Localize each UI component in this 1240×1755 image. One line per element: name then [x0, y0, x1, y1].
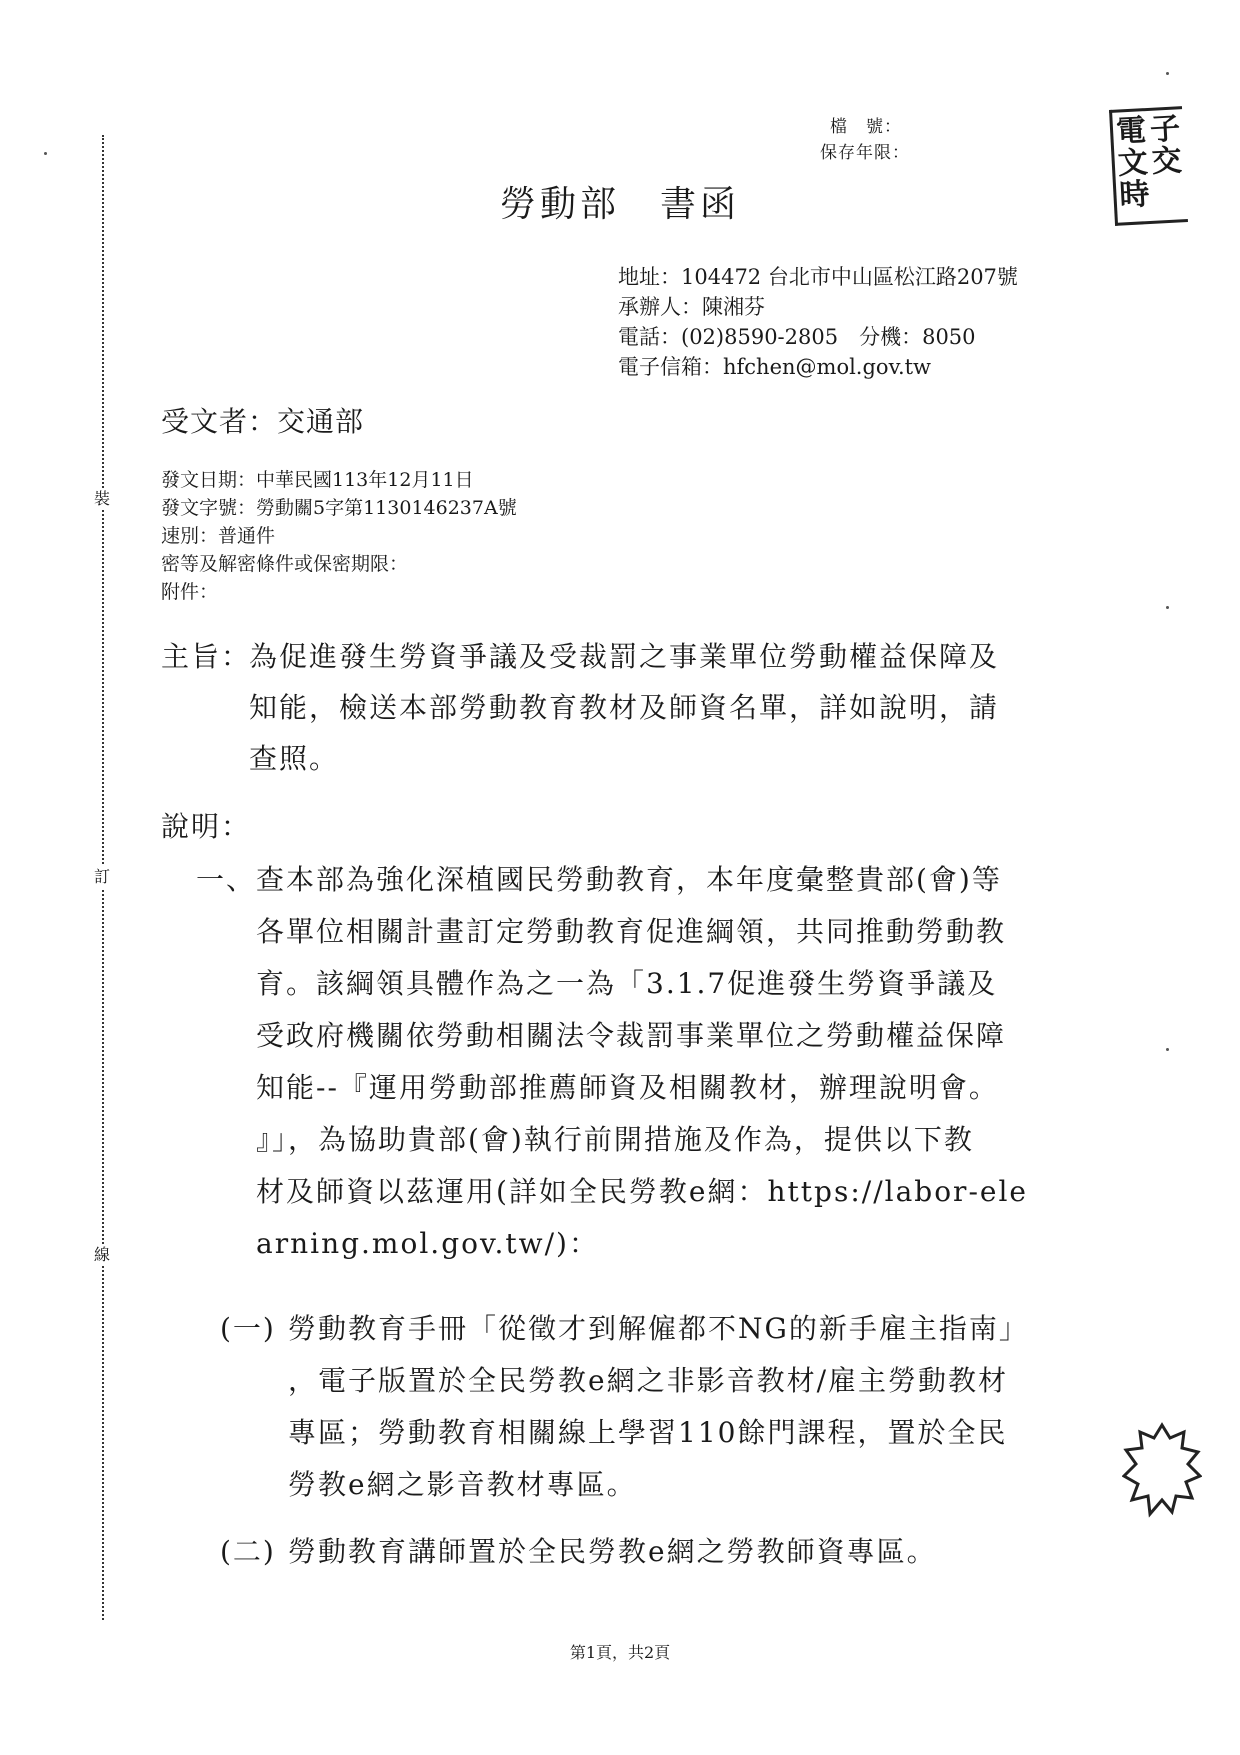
contact-block — [618, 262, 1018, 382]
item-line: 材及師資以茲運用(詳如全民勞教e網：https://labor-ele — [256, 1175, 1028, 1208]
item-marker: 一、 — [196, 863, 257, 896]
document-meta — [161, 466, 517, 606]
binding-mark-zhuang: 裝 — [90, 488, 114, 510]
subject-line: 為促進發生勞資爭議及受裁罰之事業單位勞動權益保障及 — [249, 640, 1000, 673]
phone: 電話：(02)8590-2805 分機：8050 — [618, 325, 976, 349]
explanation-label: 說明： — [161, 810, 252, 843]
item-line: 受政府機關依勞動相關法令裁罰事業單位之勞動權益保障 — [256, 1019, 1007, 1052]
sub-item-marker: (二) — [220, 1535, 276, 1568]
attachment: 附件： — [161, 581, 219, 603]
sub-item-line: 勞動教育手冊「從徵才到解僱都不NG的新手雇主指南」 — [288, 1312, 1029, 1345]
document-title: 勞動部 書函 — [499, 184, 740, 225]
issue-date: 發文日期：中華民國113年12月11日 — [161, 469, 474, 491]
email: 電子信箱：hfchen@mol.gov.tw — [618, 355, 932, 379]
sub-item-marker: (一) — [220, 1312, 276, 1345]
secrecy-level: 密等及解密條件或保密期限： — [161, 553, 409, 575]
subject-line: 知能，檢送本部勞動教育教材及師資名單，詳如說明，請 — [249, 691, 1000, 724]
scan-speck — [44, 152, 47, 155]
item-line: 各單位相關計畫訂定勞動教育促進綱領，共同推動勞動教 — [256, 915, 1007, 948]
item-line: 』」，為協助貴部(會)執行前開措施及作為，提供以下教 — [256, 1123, 974, 1156]
handler: 承辦人：陳湘芬 — [618, 295, 765, 319]
sub-item-line: ，電子版置於全民勞教e網之非影音教材/雇主勞動教材 — [288, 1364, 1009, 1397]
stamp-char: 子 — [1149, 111, 1182, 148]
document-number: 發文字號：勞動關5字第1130146237A號 — [161, 497, 517, 519]
delivery-speed: 速別：普通件 — [161, 525, 276, 547]
stamp-char: 文 — [1116, 145, 1149, 182]
sub-item-line: 勞動教育講師置於全民勞教e網之勞教師資專區。 — [288, 1535, 937, 1568]
scan-speck — [1166, 606, 1169, 609]
file-number: 檔 號： — [830, 117, 902, 137]
address: 地址：104472 台北市中山區松江路207號 — [618, 265, 1018, 289]
item-line: 育。該綱領具體作為之一為「3.1.7促進發生勞資爭議及 — [256, 967, 998, 1000]
subject-line: 查照。 — [249, 742, 340, 775]
item-line: arning.mol.gov.tw/)： — [256, 1227, 599, 1260]
item-line: 知能--『運用勞動部推薦師資及相關教材，辦理說明會。 — [256, 1071, 999, 1104]
seal-stamp — [1122, 1420, 1202, 1530]
sub-item-line: 勞教e網之影音教材專區。 — [288, 1468, 637, 1501]
stamp-char: 交 — [1150, 143, 1183, 180]
stamp-char: 電 — [1115, 113, 1148, 150]
scan-speck — [1166, 72, 1169, 75]
item-line: 查本部為強化深植國民勞動教育，本年度彙整貴部(會)等 — [256, 863, 1002, 896]
scan-speck — [1166, 1048, 1169, 1051]
subject-label: 主旨： — [161, 640, 252, 673]
retention-period: 保存年限： — [820, 143, 910, 163]
recipient: 受文者：交通部 — [161, 405, 365, 438]
binding-mark-xian: 線 — [90, 1244, 114, 1266]
binding-mark-ding: 訂 — [90, 866, 114, 888]
page-number: 第1頁，共2頁 — [569, 1643, 671, 1662]
sub-item-line: 專區；勞動教育相關線上學習110餘門課程，置於全民 — [288, 1416, 1008, 1449]
stamp-char: 時 — [1118, 177, 1151, 214]
file-meta — [820, 114, 910, 166]
